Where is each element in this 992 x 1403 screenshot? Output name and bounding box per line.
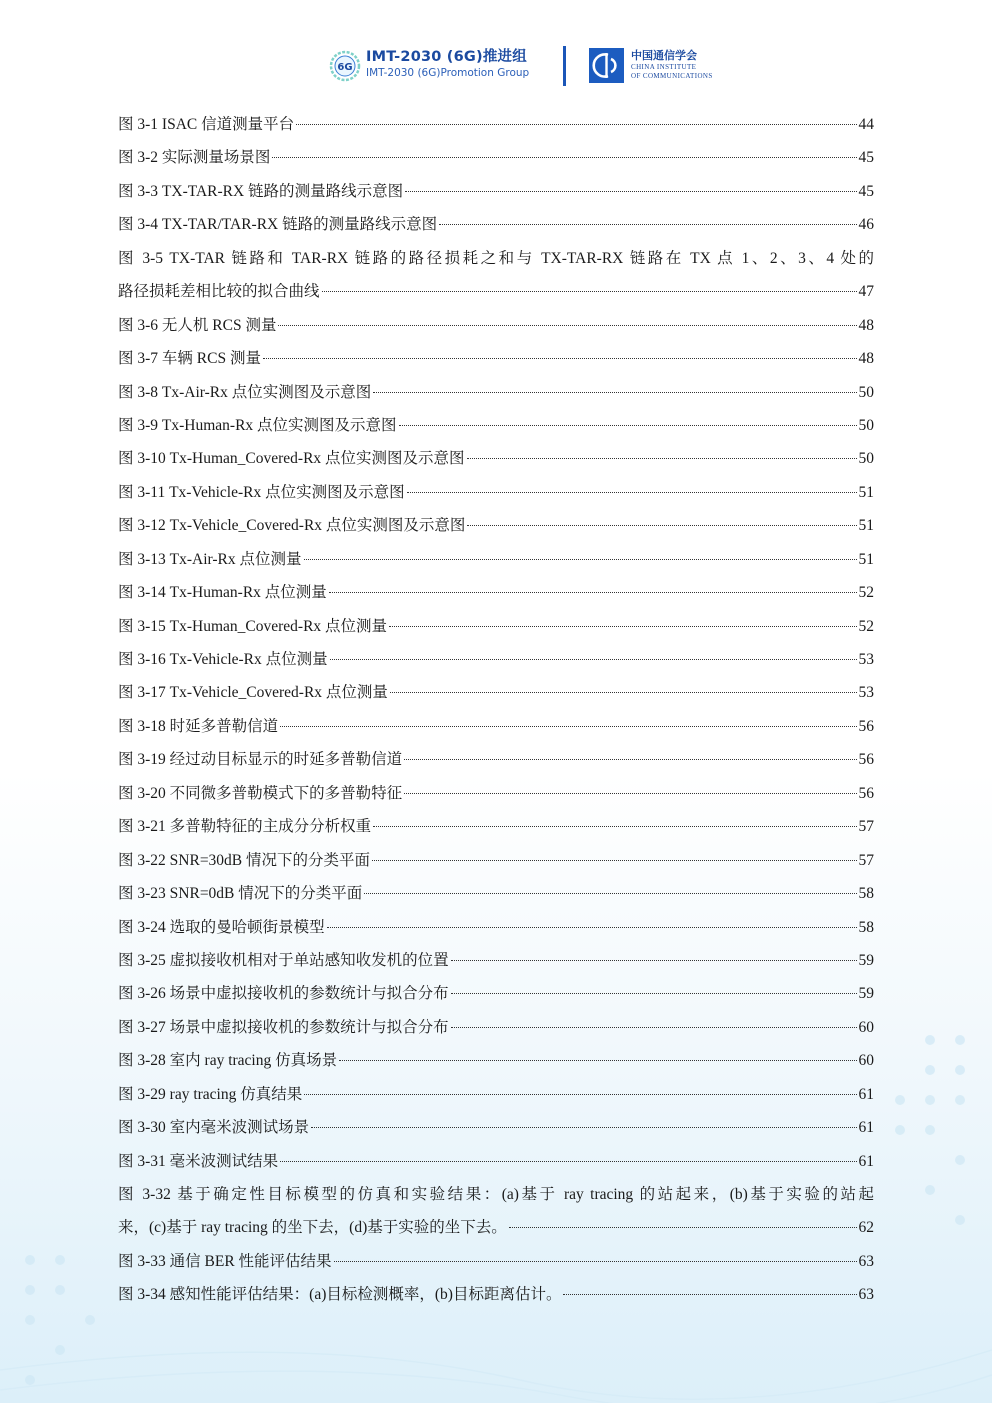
toc-entry-first-line[interactable]: 图 3-32 基于确定性目标模型的仿真和实验结果：(a)基于 ray tracing 的站起来，(b)基于实验的站起 [118,1186,874,1203]
toc-entry-title: 图 3-26 场景中虚拟接收机的参数统计与拟合分布 [118,985,449,1003]
toc-leader-dots [451,993,857,994]
toc-leader-dots [272,157,856,158]
toc-leader-dots [467,525,856,526]
toc-leader-dots [280,1161,856,1162]
toc-leader-dots [439,224,856,225]
imt-2030-logo [329,50,361,82]
toc-entry[interactable] [118,446,874,479]
toc-entry[interactable] [118,747,874,780]
toc-leader-dots [563,1294,856,1295]
toc-page-number: 60 [858,1052,874,1070]
toc-page-number: 50 [858,416,874,434]
toc-entry-title: 图 3-25 虚拟接收机相对于单站感知收发机的位置 [118,951,449,969]
toc-leader-dots [451,1027,857,1028]
toc-leader-dots [330,659,857,660]
toc-entry[interactable] [118,145,874,178]
toc-entry[interactable] [118,848,874,881]
toc-page-number: 44 [858,116,874,133]
header-divider [563,46,566,86]
toc-page-number: 46 [858,216,874,234]
toc-entry[interactable] [118,1215,874,1248]
toc-leader-dots [467,458,857,459]
toc-entry[interactable] [118,1149,874,1182]
toc-entry-title: 路径损耗差相比较的拟合曲线 [118,283,320,301]
toc-entry-title: 图 3-9 Tx-Human-Rx 点位实测图及示意图 [118,416,397,434]
toc-entry[interactable] [118,1249,874,1282]
toc-page-number: 53 [858,684,874,702]
toc-entry[interactable] [118,1015,874,1048]
cic-english-line2: OF COMMUNICATIONS [631,72,713,80]
toc-entry-title: 图 3-23 SNR=0dB 情况下的分类平面 [118,885,363,903]
toc-leader-dots [263,358,857,359]
toc-entry[interactable] [118,1048,874,1081]
toc-entry-title: 图 3-13 Tx-Air-Rx 点位测量 [118,550,302,568]
toc-page-number: 51 [858,550,874,568]
toc-leader-dots [278,325,856,326]
toc-entry-title: 图 3-1 ISAC 信道测量平台 [118,116,295,133]
toc-leader-dots [327,927,857,928]
toc-entry[interactable] [118,981,874,1014]
toc-page-number: 45 [858,149,874,167]
toc-page-number: 61 [858,1119,874,1137]
toc-entry-title: 图 3-12 Tx-Vehicle_Covered-Rx 点位实测图及示意图 [118,517,466,535]
toc-leader-dots [280,726,856,727]
toc-entry-title: 图 3-21 多普勒特征的主成分分析权重 [118,818,372,836]
cic-title: 中国通信学会 [631,49,697,62]
toc-leader-dots [373,826,856,827]
toc-entry-title: 图 3-7 车辆 RCS 测量 [118,350,261,368]
toc-entry[interactable] [118,948,874,981]
toc-entry-title: 图 3-6 无人机 RCS 测量 [118,316,277,334]
toc-leader-dots [404,759,856,760]
toc-entry-title: 图 3-29 ray tracing 仿真结果 [118,1085,303,1103]
cic-english-line1: CHINA INSTITUTE [631,63,697,71]
toc-entry[interactable] [118,179,874,212]
page-header [0,44,992,88]
toc-entry[interactable] [118,915,874,948]
toc-entry[interactable] [118,313,874,346]
toc-entry[interactable] [118,212,874,245]
toc-entry-title: 来，(c)基于 ray tracing 的坐下去，(d)基于实验的坐下去。 [118,1219,507,1237]
toc-entry-title: 图 3-18 时延多普勒信道 [118,717,279,735]
toc-page-number: 47 [858,283,874,301]
toc-page-number: 58 [858,918,874,936]
toc-entry[interactable] [118,513,874,546]
imt-group-title: IMT-2030 (6G)推进组 [366,49,527,65]
toc-entry[interactable] [118,814,874,847]
toc-page-number: 53 [858,651,874,668]
toc-page-number: 59 [858,951,874,969]
toc-leader-dots [404,793,856,794]
toc-leader-dots [451,960,857,961]
toc-entry[interactable] [118,547,874,580]
toc-entry[interactable] [118,380,874,413]
toc-entry[interactable] [118,346,874,379]
toc-entry-first-line[interactable]: 图 3-5 TX-TAR 链路和 TAR-RX 链路的路径损耗之和与 TX-TAR-RX 链路在 TX 点 1、2、3、4 处的 [118,249,874,267]
figure-list [118,112,874,1316]
toc-leader-dots [399,425,857,426]
toc-leader-dots [373,392,856,393]
toc-leader-dots [322,291,857,292]
toc-entry-title: 图 3-15 Tx-Human_Covered-Rx 点位测量 [118,617,388,635]
toc-entry-title: 图 3-19 经过动目标显示的时延多普勒信道 [118,751,403,769]
toc-leader-dots [296,124,856,125]
toc-page-number: 50 [858,450,874,468]
toc-entry-title: 图 3-3 TX-TAR-RX 链路的测量路线示意图 [118,182,404,200]
toc-entry-title: 图 3-33 通信 BER 性能评估结果 [118,1252,332,1270]
toc-page-number: 48 [858,316,874,334]
toc-entry[interactable] [118,1282,874,1315]
toc-leader-dots [304,559,857,560]
toc-entry[interactable] [118,413,874,446]
toc-page-number: 52 [858,617,874,635]
toc-leader-dots [390,692,857,693]
toc-entry-title: 图 3-30 室内毫米波测试场景 [118,1119,310,1137]
toc-leader-dots [364,893,856,894]
toc-leader-dots [405,191,856,192]
toc-entry[interactable] [118,1082,874,1115]
toc-entry[interactable] [118,680,874,713]
toc-page-number: 57 [858,818,874,836]
toc-page-number: 51 [858,483,874,501]
imt-group-subtitle: IMT-2030 (6G)Promotion Group [366,67,530,79]
toc-entry-title: 图 3-24 选取的曼哈顿街景模型 [118,918,325,936]
toc-page-number: 63 [858,1252,874,1270]
toc-entry[interactable] [118,881,874,914]
toc-entry[interactable] [118,580,874,613]
toc-page-number: 51 [858,517,874,535]
toc-leader-dots [334,1261,857,1262]
toc-page-number: 60 [858,1018,874,1036]
toc-page-number: 62 [858,1219,874,1237]
toc-entry-title: 图 3-31 毫米波测试结果 [118,1152,279,1170]
toc-page-number: 56 [858,717,874,735]
toc-page-number: 45 [858,182,874,200]
toc-leader-dots [509,1227,857,1228]
toc-entry[interactable] [118,781,874,814]
toc-entry-title: 图 3-10 Tx-Human_Covered-Rx 点位实测图及示意图 [118,450,465,468]
toc-leader-dots [311,1127,856,1128]
toc-entry-title: 图 3-8 Tx-Air-Rx 点位实测图及示意图 [118,383,372,401]
toc-entry[interactable] [118,279,874,312]
toc-entry-title: 图 3-11 Tx-Vehicle-Rx 点位实测图及示意图 [118,483,405,501]
toc-page-number: 63 [858,1286,874,1304]
imt-logo-text: 6G [337,62,353,73]
toc-leader-dots [389,626,856,627]
toc-page-number: 58 [858,885,874,903]
toc-entry-title: 图 3-16 Tx-Vehicle-Rx 点位测量 [118,651,328,668]
toc-entry[interactable] [118,112,874,145]
toc-page-number: 50 [858,383,874,401]
toc-page-number: 52 [858,584,874,602]
toc-page-number: 59 [858,985,874,1003]
cic-logo [589,48,624,83]
toc-entry[interactable] [118,714,874,747]
toc-page-number: 56 [858,751,874,769]
toc-page-number: 56 [858,784,874,802]
toc-page-number: 61 [858,1085,874,1103]
toc-entry[interactable] [118,647,874,680]
toc-page-number: 61 [858,1152,874,1170]
toc-leader-dots [372,860,856,861]
toc-page-number: 57 [858,851,874,869]
toc-entry-title: 图 3-34 感知性能评估结果：(a)目标检测概率，(b)目标距离估计。 [118,1286,562,1304]
toc-entry[interactable] [118,614,874,647]
toc-entry-title: 图 3-4 TX-TAR/TAR-RX 链路的测量路线示意图 [118,216,438,234]
toc-entry-title: 图 3-2 实际测量场景图 [118,149,271,167]
toc-leader-dots [407,492,857,493]
toc-entry-title: 图 3-14 Tx-Human-Rx 点位测量 [118,584,327,602]
toc-entry-title: 图 3-27 场景中虚拟接收机的参数统计与拟合分布 [118,1018,449,1036]
toc-entry[interactable] [118,480,874,513]
toc-entry-title: 图 3-20 不同微多普勒模式下的多普勒特征 [118,784,403,802]
toc-entry-title: 图 3-28 室内 ray tracing 仿真场景 [118,1052,338,1070]
toc-entry[interactable] [118,1115,874,1148]
toc-page-number: 48 [858,350,874,368]
toc-leader-dots [339,1060,856,1061]
toc-entry-title: 图 3-17 Tx-Vehicle_Covered-Rx 点位测量 [118,684,388,702]
toc-leader-dots [329,592,857,593]
toc-leader-dots [304,1094,856,1095]
toc-entry-title: 图 3-22 SNR=30dB 情况下的分类平面 [118,851,371,869]
